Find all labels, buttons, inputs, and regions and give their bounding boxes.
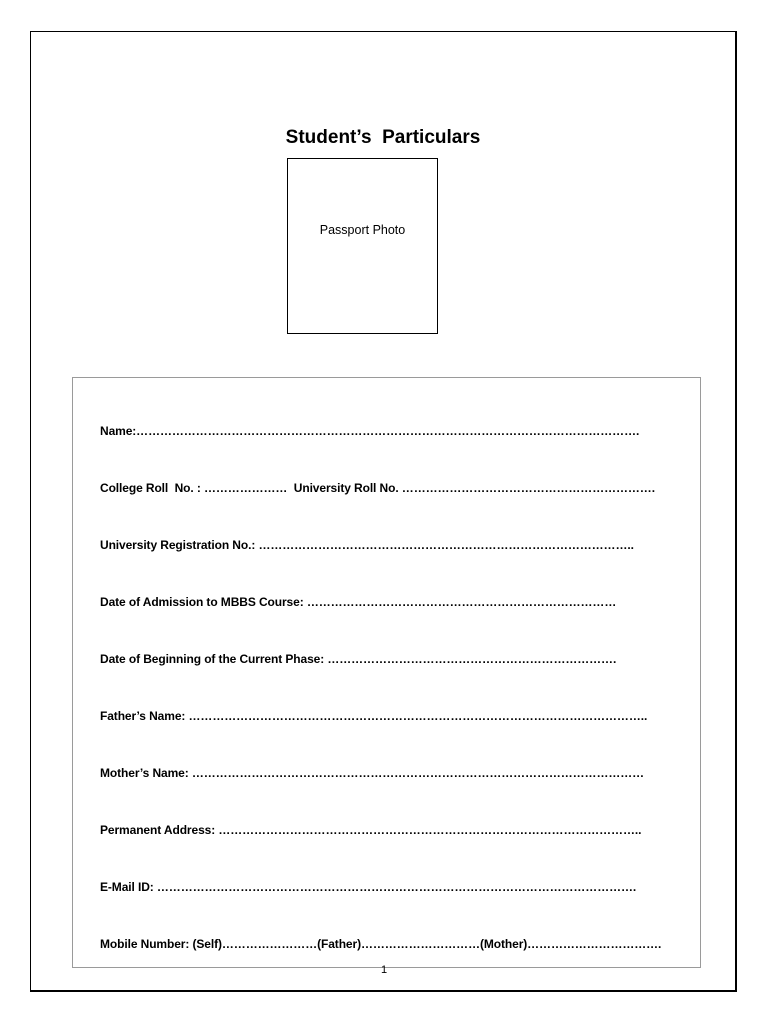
permanent-address-field[interactable]: Permanent Address: …………………………………………………………………………………………….. bbox=[100, 823, 642, 837]
father-name-field[interactable]: Father’s Name: …………………………………………………………………………………………………….. bbox=[100, 709, 648, 723]
mother-name-field[interactable]: Mother’s Name: …………………………………………………………………………………………………… bbox=[100, 766, 645, 780]
page-number: 1 bbox=[380, 964, 388, 976]
roll-number-fields[interactable]: College Roll No. : ………………… University Roll No. ………………………………………………………. bbox=[100, 481, 655, 495]
phase-start-date-field[interactable]: Date of Beginning of the Current Phase: ………………………………………………………………. bbox=[100, 652, 617, 666]
email-field[interactable]: E-Mail ID: …………………………………………………………………………………………………………. bbox=[100, 880, 637, 894]
particulars-form bbox=[72, 377, 701, 968]
passport-photo-box bbox=[287, 158, 438, 334]
admission-date-field[interactable]: Date of Admission to MBBS Course: …………………………………………………………………… bbox=[100, 595, 617, 609]
passport-photo-label: Passport Photo bbox=[319, 223, 406, 237]
mobile-number-fields[interactable]: Mobile Number: (Self)……………………(Father)…………………………(Mother)……………………………. bbox=[100, 937, 662, 951]
name-field[interactable]: Name:………………………………………………………………………………………………………………. bbox=[100, 424, 640, 438]
page-title: Student’s Particulars bbox=[285, 127, 481, 148]
registration-number-field[interactable]: University Registration No.: ………………………………………………………………………………….. bbox=[100, 538, 634, 552]
document-page bbox=[30, 31, 737, 992]
